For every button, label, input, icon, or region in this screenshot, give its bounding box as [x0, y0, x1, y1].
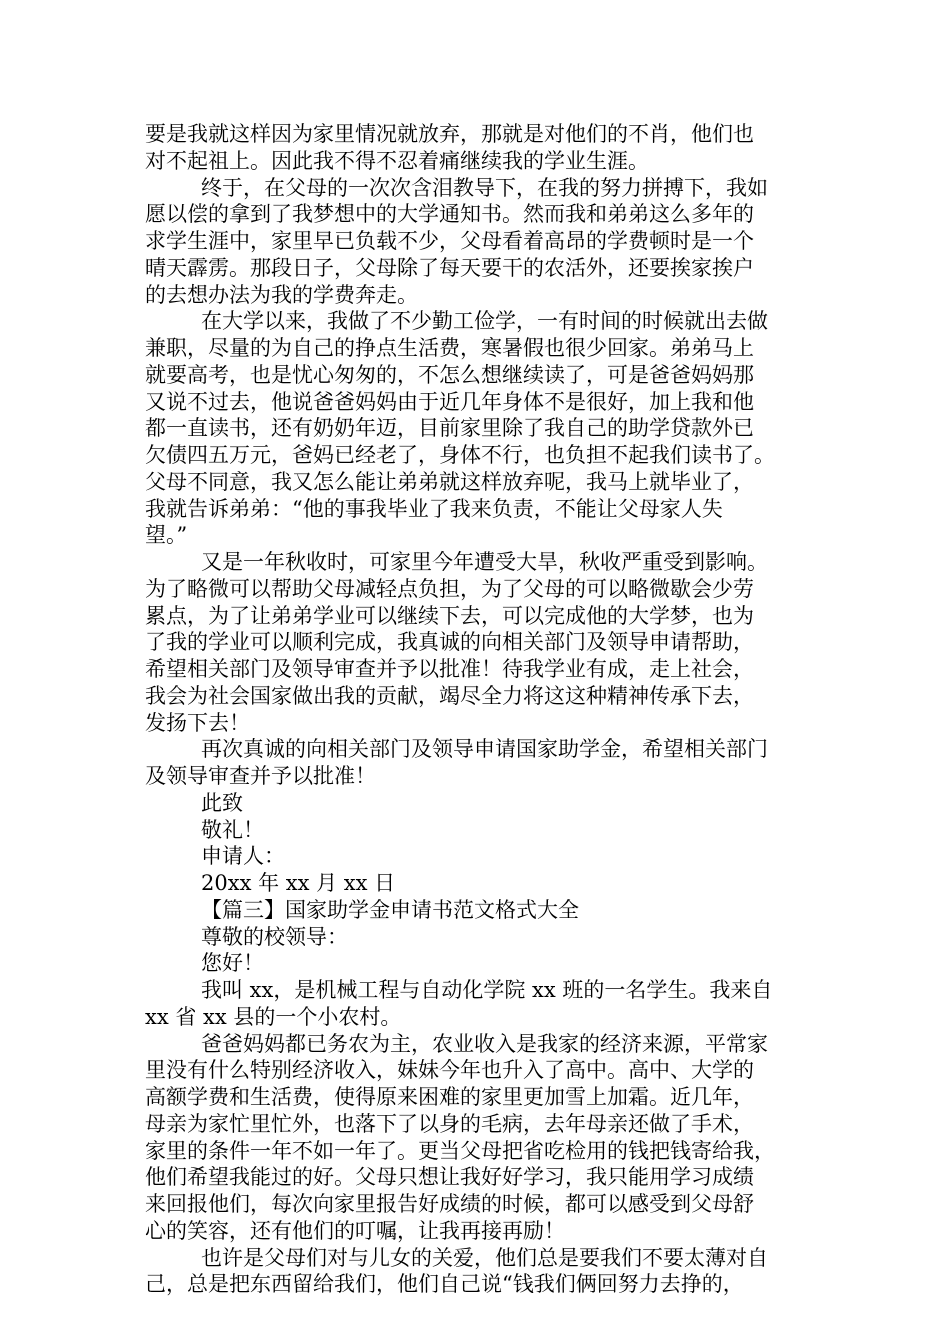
- text-line: 就要高考，也是忧心匆匆的，不怎么想继续读了，可是爸爸妈妈那: [145, 362, 754, 387]
- text-line: 累点，为了让弟弟学业可以继续下去，可以完成他的大学梦，也为: [145, 603, 754, 628]
- text-line: 己，总是把东西留给我们，他们自己说“钱我们俩回努力去挣的，: [145, 1272, 744, 1297]
- text-line: 发扬下去！: [145, 710, 250, 735]
- text-line: 兼职，尽量的为自己的挣点生活费，寒暑假也很少回家。弟弟马上: [145, 336, 754, 360]
- text-line: 求学生涯中，家里早已负载不少，父母看着高昂的学费顿时是一个: [145, 229, 754, 253]
- text-line: 也许是父母们对与儿女的关爱，他们总是要我们不要太薄对自: [201, 1245, 768, 1270]
- text-line: 父母不同意，我又怎么能让弟弟就这样放弃呢，我马上就毕业了，: [145, 469, 754, 494]
- text-line: 申请人：: [201, 844, 285, 869]
- text-line: 晴天霹雳。那段日子，父母除了每天要干的农活外，还要挨家挨户: [145, 255, 754, 280]
- text-line: 里没有什么特别经济收入，妹妹今年也升入了高中。高中、大学的: [145, 1058, 754, 1083]
- text-line: 20xx 年 xx 月 xx 日: [201, 871, 396, 895]
- text-line: 他们希望我能过的好。父母只想让我好好学习，我只能用学习成绩: [145, 1165, 754, 1190]
- text-line: 欠债四五万元，爸妈已经老了，身体不行，也负担不起我们读书了。: [145, 443, 775, 467]
- text-line: 敬礼！: [201, 817, 264, 842]
- text-line: 您好！: [201, 951, 264, 976]
- text-line: 了我的学业可以顺利完成，我真诚的向相关部门及领导申请帮助，: [145, 630, 754, 655]
- text-line: 及领导审查并予以批准！: [145, 764, 376, 788]
- text-line: 愿以偿的拿到了我梦想中的大学通知书。然而我和弟弟这么多年的: [145, 202, 754, 227]
- text-line: 望。”: [145, 523, 188, 548]
- text-line: 母亲为家忙里忙外，也落下了以身的毛病，去年母亲还做了手术，: [145, 1111, 754, 1136]
- text-line: 我就告诉弟弟：“他的事我毕业了我来负责，不能让父母家人失: [145, 496, 723, 521]
- text-line: 要是我就这样因为家里情况就放弃，那就是对他们的不肖，他们也: [145, 122, 754, 146]
- text-line: 的去想办法为我的学费奔走。: [145, 282, 418, 307]
- text-line: 此致: [201, 790, 243, 815]
- text-line: 又说不过去，他说爸爸妈妈由于近几年身体不是很好，加上我和他: [145, 389, 754, 414]
- text-line: 对不起祖上。因此我不得不忍着痛继续我的学业生涯。: [145, 148, 649, 173]
- text-line: 爸爸妈妈都已务农为主，农业收入是我家的经济来源，平常家: [201, 1031, 768, 1056]
- text-line: 【篇三】国家助学金申请书范文格式大全: [201, 897, 579, 922]
- text-line: 再次真诚的向相关部门及领导申请国家助学金，希望相关部门: [201, 737, 768, 762]
- text-line: 都一直读书，还有奶奶年迈，目前家里除了我自己的助学贷款外已: [145, 416, 754, 441]
- text-line: 尊敬的校领导：: [201, 924, 348, 949]
- text-line: 心的笑容，还有他们的叮嘱，让我再接再励！: [145, 1218, 565, 1243]
- text-line: 在大学以来，我做了不少勤工俭学，一有时间的时候就出去做: [201, 309, 768, 334]
- text-line: 家里的条件一年不如一年了。更当父母把省吃检用的钱把钱寄给我，: [145, 1138, 775, 1163]
- text-line: 终于，在父母的一次次含泪教导下，在我的努力拼搏下，我如: [201, 175, 768, 200]
- text-line: 为了略微可以帮助父母减轻点负担，为了父母的可以略微歇会少劳: [145, 576, 754, 601]
- text-line: 又是一年秋收时，可家里今年遭受大旱，秋收严重受到影响。: [201, 550, 768, 574]
- document-body: [145, 121, 815, 1298]
- text-line: 我叫 xx，是机械工程与自动化学院 xx 班的一名学生。我来自: [201, 978, 773, 1002]
- text-line: xx 省 xx 县的一个小农村。: [145, 1004, 402, 1029]
- text-line: 来回报他们，每次向家里报告好成绩的时候，都可以感受到父母舒: [145, 1192, 754, 1216]
- text-line: 高额学费和生活费，使得原来困难的家里更加雪上加霜。近几年，: [145, 1085, 754, 1109]
- text-line: 我会为社会国家做出我的贡献，竭尽全力将这这种精神传承下去，: [145, 683, 754, 708]
- text-line: 希望相关部门及领导审查并予以批准！待我学业有成，走上社会，: [145, 657, 754, 681]
